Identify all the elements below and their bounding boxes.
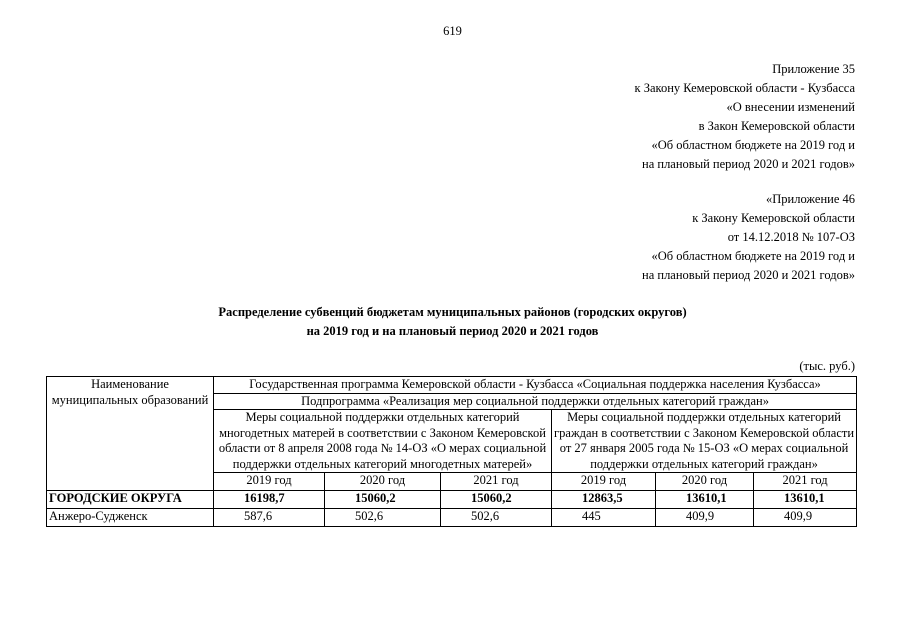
subprogram-header: Подпрограмма «Реализация мер социальной поддержки отдельных категорий граждан» <box>214 393 857 410</box>
row-value: 409,9 <box>656 509 754 527</box>
appendix-46-reference <box>642 190 855 285</box>
year-header: 2020 год <box>656 473 754 491</box>
program-header: Государственная программа Кемеровской области - Кузбасса «Социальная поддержка населения Кузбасса» <box>214 377 857 394</box>
year-header: 2021 год <box>441 473 552 491</box>
appendix-line: к Закону Кемеровской области <box>692 211 855 225</box>
page-number: 619 <box>443 24 462 38</box>
row-name: Анжеро-Судженск <box>47 509 214 527</box>
row-value: 409,9 <box>754 509 857 527</box>
year-header: 2019 год <box>552 473 656 491</box>
appendix-line: к Закону Кемеровской области - Кузбасса <box>634 81 855 95</box>
appendix-line: на плановый период 2020 и 2021 годов» <box>642 157 855 171</box>
year-header: 2020 год <box>325 473 441 491</box>
measure-header-citizens: Меры социальной поддержки отдельных категорий граждан в соответствии с Законом Кемеровской области от 27 января 2005 года № 15-ОЗ «О мерах социальной поддержки отдельных категорий граждан» <box>552 410 857 473</box>
row-value: 13610,1 <box>754 491 857 509</box>
row-value: 16198,7 <box>214 491 325 509</box>
row-value: 15060,2 <box>325 491 441 509</box>
table-row <box>47 509 857 527</box>
year-header: 2019 год <box>214 473 325 491</box>
year-header: 2021 год <box>754 473 857 491</box>
row-value: 502,6 <box>325 509 441 527</box>
measure-header-mothers: Меры социальной поддержки отдельных категорий многодетных матерей в соответствии с Законом Кемеровской области от 8 апреля 2008 года № 14-ОЗ «О мерах социальной поддержки отдельных категорий многодетных матерей» <box>214 410 552 473</box>
appendix-line: «О внесении изменений <box>726 100 855 114</box>
row-value: 13610,1 <box>656 491 754 509</box>
appendix-line: на плановый период 2020 и 2021 годов» <box>642 268 855 282</box>
document-title <box>0 303 905 341</box>
row-name: ГОРОДСКИЕ ОКРУГА <box>47 491 214 509</box>
appendix-line: в Закон Кемеровской области <box>698 119 855 133</box>
row-value: 12863,5 <box>552 491 656 509</box>
appendix-line: «Об областном бюджете на 2019 год и <box>651 138 855 152</box>
row-value: 445 <box>552 509 656 527</box>
appendix-line: «Приложение 46 <box>766 192 855 206</box>
title-line-2: на 2019 год и на плановый период 2020 и 2021 годов <box>306 324 599 338</box>
units-label: (тыс. руб.) <box>799 359 855 373</box>
row-value: 587,6 <box>214 509 325 527</box>
table-row-total <box>47 491 857 509</box>
subsidies-table <box>46 376 857 527</box>
appendix-line: Приложение 35 <box>772 62 855 76</box>
appendix-line: от 14.12.2018 № 107-ОЗ <box>727 230 855 244</box>
appendix-line: «Об областном бюджете на 2019 год и <box>651 249 855 263</box>
title-line-1: Распределение субвенций бюджетам муниципальных районов (городских округов) <box>218 305 687 319</box>
municipality-header: Наименование муниципальных образований <box>47 377 214 491</box>
row-value: 502,6 <box>441 509 552 527</box>
appendix-35-reference <box>635 60 856 174</box>
row-value: 15060,2 <box>441 491 552 509</box>
